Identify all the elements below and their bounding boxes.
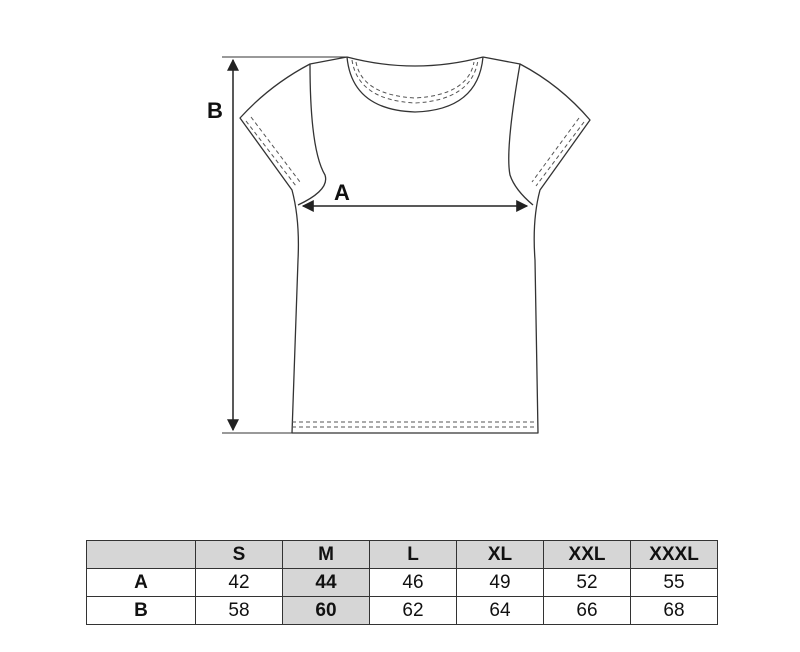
- header-corner: [87, 541, 196, 569]
- row-label: A: [87, 569, 196, 597]
- header-size: M: [283, 541, 370, 569]
- table-header-row: [87, 541, 718, 569]
- table-cell: 49: [457, 569, 544, 597]
- header-size: XXL: [544, 541, 631, 569]
- table-cell: 62: [370, 597, 457, 625]
- table-row: [87, 569, 718, 597]
- header-size: L: [370, 541, 457, 569]
- row-label: B: [87, 597, 196, 625]
- dimension-a: [303, 180, 527, 206]
- dimension-b: [207, 57, 347, 433]
- header-size: S: [196, 541, 283, 569]
- table-cell: 68: [631, 597, 718, 625]
- table-cell: 52: [544, 569, 631, 597]
- stitching: [246, 60, 584, 427]
- table-cell: 55: [631, 569, 718, 597]
- table-cell: 58: [196, 597, 283, 625]
- table-cell: 64: [457, 597, 544, 625]
- table-cell-highlighted: 60: [283, 597, 370, 625]
- table-row: [87, 597, 718, 625]
- table-cell: 66: [544, 597, 631, 625]
- table-cell: 42: [196, 569, 283, 597]
- label-b: B: [207, 98, 223, 123]
- label-a: A: [334, 180, 350, 205]
- table-cell-highlighted: 44: [283, 569, 370, 597]
- header-size: XXXL: [631, 541, 718, 569]
- header-size: XL: [457, 541, 544, 569]
- table-cell: 46: [370, 569, 457, 597]
- tshirt-outline: [240, 57, 590, 433]
- size-table: [86, 540, 718, 625]
